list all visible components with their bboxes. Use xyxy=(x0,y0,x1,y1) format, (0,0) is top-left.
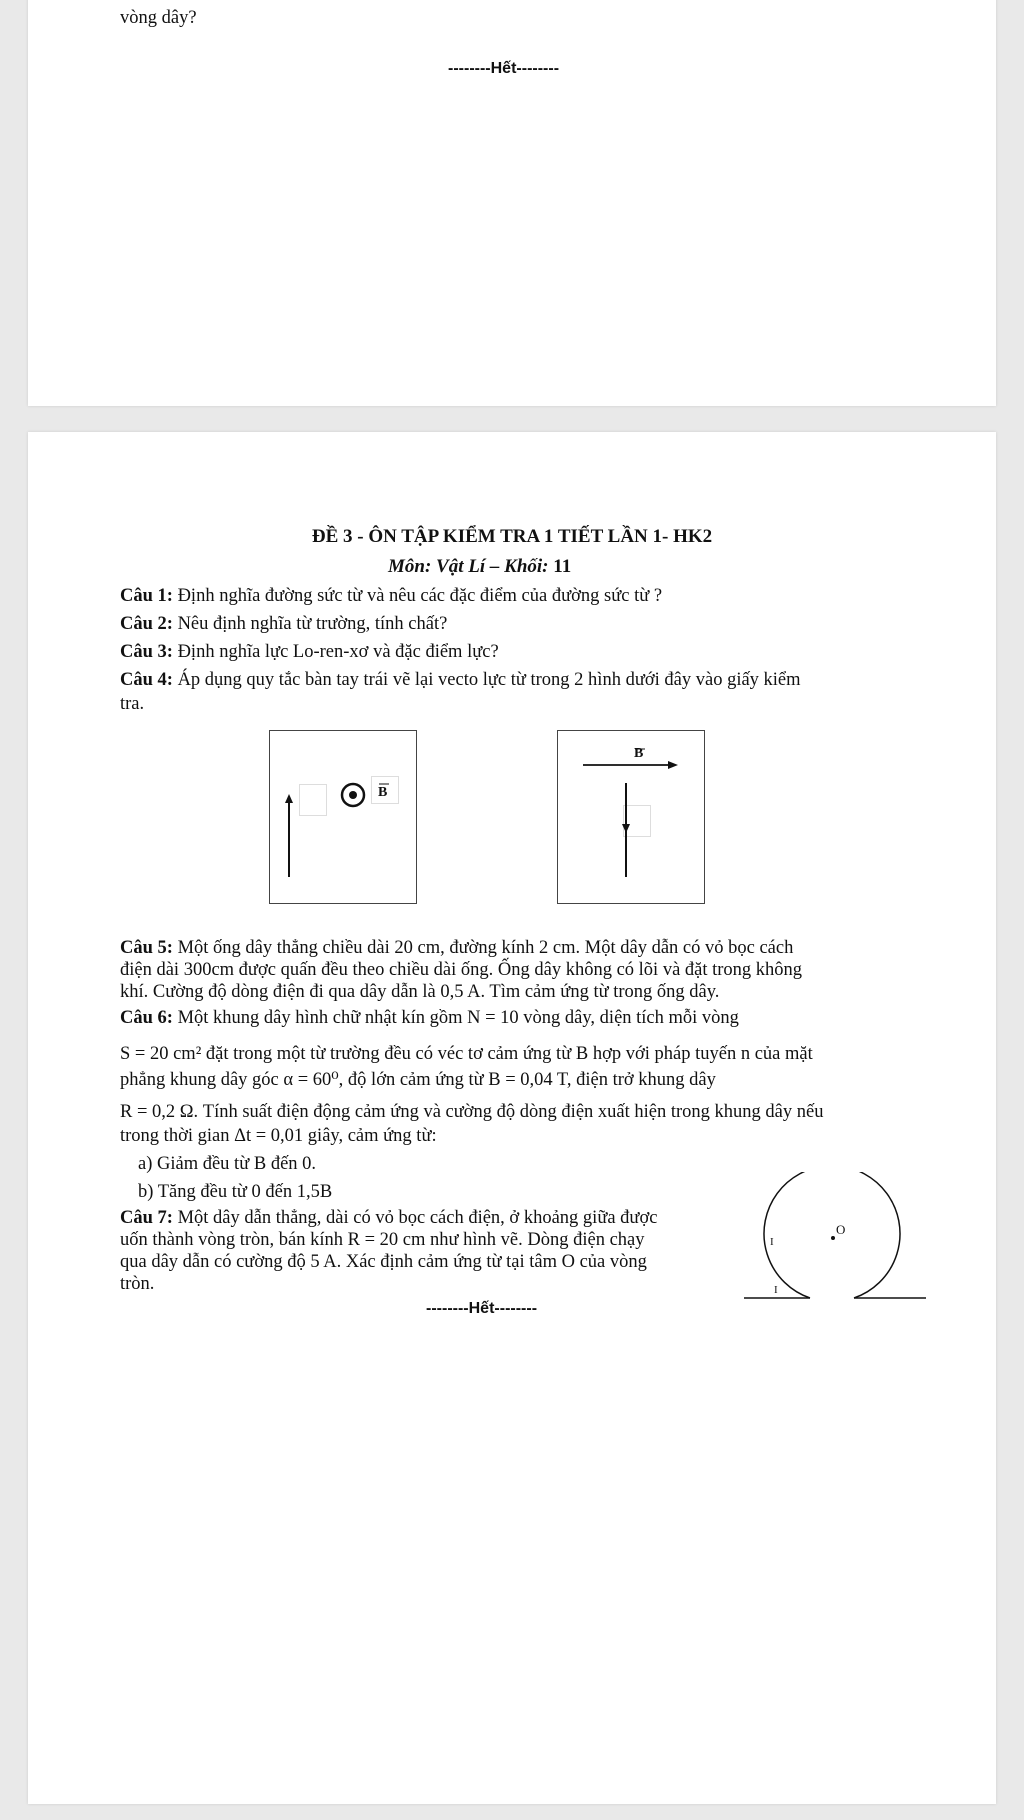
question-label: Câu 3: xyxy=(120,642,173,662)
question-5 xyxy=(120,936,793,960)
center-point-icon xyxy=(831,1236,835,1240)
question-1 xyxy=(120,584,662,608)
question-label: Câu 5: xyxy=(120,938,173,958)
figure-3-current-left-label: I xyxy=(770,1236,774,1248)
current-arrow-up-icon xyxy=(285,794,293,803)
wire-loop xyxy=(764,1172,900,1298)
exam-title: ĐỀ 3 - ÔN TẬP KIỂM TRA 1 TIẾT LẦN 1- HK2 xyxy=(311,526,713,547)
question-6-line-4: R = 0,2 Ω. Tính suất điện động cảm ứng và cường độ dòng điện xuất hiện trong khung dây nếu xyxy=(120,1102,824,1122)
figure-3 xyxy=(714,1172,940,1322)
question-text: Áp dụng quy tắc bàn tay trái vẽ lại vecto lực từ trong 2 hình dưới đây vào giấy kiểm xyxy=(177,670,801,690)
field-arrow-right-icon xyxy=(668,761,678,769)
figure-2-b-label: B xyxy=(634,746,644,761)
figure-3-center-label: O xyxy=(836,1222,846,1237)
question-7 xyxy=(120,1206,657,1230)
question-2 xyxy=(120,612,447,636)
page1-end-mark: --------Hết-------- xyxy=(448,60,560,77)
question-text: Một dây dẫn thẳng, dài có vỏ bọc cách điện, ở khoảng giữa được xyxy=(177,1208,658,1228)
question-text: Một khung dây hình chữ nhật kín gồm N = 10 vòng dây, diện tích mỗi vòng xyxy=(177,1008,739,1028)
question-text: Một ống dây thẳng chiều dài 20 cm, đường kính 2 cm. Một dây dẫn có vỏ bọc cách xyxy=(177,938,794,958)
question-6-item-a xyxy=(138,1152,316,1176)
question-7-line-4: tròn. xyxy=(120,1274,155,1294)
question-label: Câu 4: xyxy=(120,670,173,690)
question-label: Câu 1: xyxy=(120,586,173,606)
figure-1-diagram xyxy=(270,731,416,903)
item-text: Giảm đều từ B đến 0. xyxy=(157,1154,317,1174)
question-6-line-3: phẳng khung dây góc α = 60⁰, độ lớn cảm ứng từ B = 0,04 T, điện trở khung dây xyxy=(120,1070,716,1090)
figure-2 xyxy=(557,730,705,904)
subject-line xyxy=(388,556,571,578)
grade-label: Khối: xyxy=(504,556,549,577)
grade-value: 11 xyxy=(553,556,572,577)
question-5-line-3: khí. Cường độ dòng điện đi qua dây dẫn là 0,5 A. Tìm cảm ứng từ trong ống dây. xyxy=(120,982,720,1002)
current-arrow-down-icon xyxy=(622,824,630,833)
question-text: Nêu định nghĩa từ trường, tính chất? xyxy=(177,614,448,634)
figure-1 xyxy=(269,730,417,904)
field-dot-icon xyxy=(349,791,357,799)
question-6-line-2: S = 20 cm² đặt trong một từ trường đều có véc tơ cảm ứng từ B hợp với pháp tuyến n của mặt xyxy=(120,1044,813,1064)
question-6 xyxy=(120,1006,739,1030)
page1-tail-text: vòng dây? xyxy=(120,8,197,28)
item-label: b) xyxy=(138,1182,154,1202)
figure-3-diagram xyxy=(714,1172,940,1322)
question-4 xyxy=(120,668,801,692)
question-label: Câu 7: xyxy=(120,1208,173,1228)
page2-end-mark: --------Hết-------- xyxy=(426,1300,538,1317)
document-page-2 xyxy=(28,432,996,1804)
question-7-line-2: uốn thành vòng tròn, bán kính R = 20 cm như hình vẽ. Dòng điện chạy xyxy=(120,1230,645,1250)
document-page-1 xyxy=(28,0,996,406)
question-4-continued: tra. xyxy=(120,694,145,714)
question-7-line-3: qua dây dẫn có cường độ 5 A. Xác định cảm ứng từ tại tâm O của vòng xyxy=(120,1252,647,1272)
question-label: Câu 2: xyxy=(120,614,173,634)
item-text: Tăng đều từ 0 đến 1,5B xyxy=(157,1182,333,1202)
figure-3-current-bottom-label: I xyxy=(774,1284,778,1296)
figure-1-b-label: B xyxy=(378,785,388,800)
question-5-line-2: điện dài 300cm được quấn đều theo chiều dài ống. Ống dây không có lõi và đặt trong không xyxy=(120,960,803,980)
question-6-item-b xyxy=(138,1180,332,1204)
subject-value: Vật Lí – xyxy=(436,556,500,577)
figure-2-diagram xyxy=(558,731,704,903)
question-text: Định nghĩa đường sức từ và nêu các đặc điểm của đường sức từ ? xyxy=(177,586,663,606)
subject-label: Môn: xyxy=(388,556,432,577)
item-label: a) xyxy=(138,1154,153,1174)
question-6-line-5: trong thời gian Δt = 0,01 giây, cảm ứng từ: xyxy=(120,1126,437,1146)
question-label: Câu 6: xyxy=(120,1008,173,1028)
question-3 xyxy=(120,640,499,664)
question-text: Định nghĩa lực Lo-ren-xơ và đặc điểm lực? xyxy=(177,642,499,662)
